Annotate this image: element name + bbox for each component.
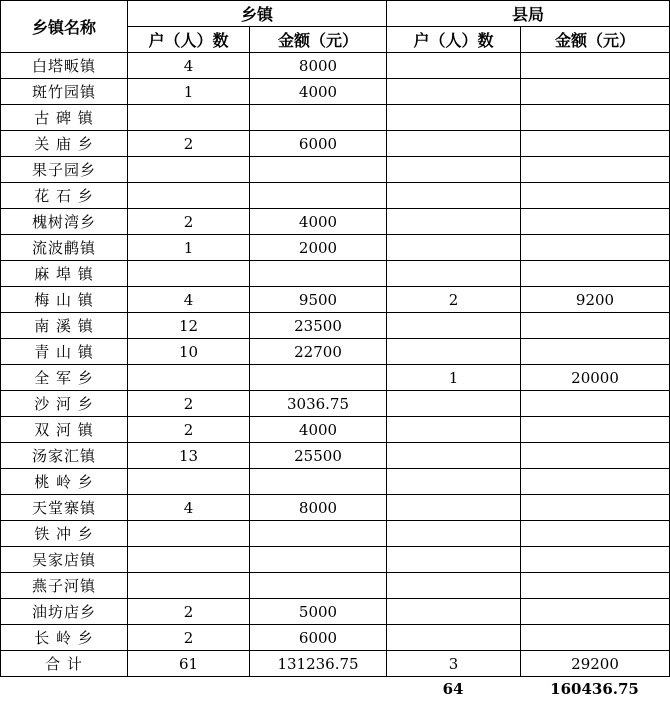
- town-households-cell: 2: [128, 209, 250, 235]
- table-row: [1, 547, 670, 573]
- town-households-cell: 4: [128, 53, 250, 79]
- header-town-households: 户（人）数: [128, 27, 250, 53]
- town-name-cell: 天堂寨镇: [1, 495, 128, 521]
- town-name-cell: 汤家汇镇: [1, 443, 128, 469]
- table-row: [1, 365, 670, 391]
- town-households-cell: [128, 521, 250, 547]
- town-name-cell: 桃 岭 乡: [1, 469, 128, 495]
- town-name-cell: 全 军 乡: [1, 365, 128, 391]
- county-amount-cell: [521, 183, 670, 209]
- town-amount-cell: [250, 469, 387, 495]
- town-households-cell: 2: [128, 131, 250, 157]
- town-amount-cell: 25500: [250, 443, 387, 469]
- town-households-cell: 1: [128, 79, 250, 105]
- county-amount-cell: [521, 79, 670, 105]
- table-row: [1, 131, 670, 157]
- county-amount-cell: [521, 469, 670, 495]
- town-amount-cell: [250, 261, 387, 287]
- town-amount-cell: 6000: [250, 131, 387, 157]
- town-households-cell: 4: [128, 287, 250, 313]
- town-amount-cell: 22700: [250, 339, 387, 365]
- town-name-cell: 合 计: [1, 651, 128, 677]
- town-households-cell: 2: [128, 599, 250, 625]
- county-households-cell: [387, 625, 521, 651]
- town-name-cell: 燕子河镇: [1, 573, 128, 599]
- county-amount-cell: [521, 131, 670, 157]
- county-amount-cell: [521, 573, 670, 599]
- grand-total-row: [0, 680, 670, 702]
- town-amount-cell: 5000: [250, 599, 387, 625]
- county-households-cell: [387, 313, 521, 339]
- county-amount-cell: [521, 157, 670, 183]
- county-amount-cell: [521, 209, 670, 235]
- town-amount-cell: 4000: [250, 417, 387, 443]
- county-households-cell: [387, 391, 521, 417]
- town-name-cell: 麻 埠 镇: [1, 261, 128, 287]
- county-amount-cell: [521, 105, 670, 131]
- table-row: [1, 573, 670, 599]
- town-amount-cell: 8000: [250, 495, 387, 521]
- town-households-cell: 61: [128, 651, 250, 677]
- county-amount-cell: [521, 547, 670, 573]
- county-amount-cell: [521, 443, 670, 469]
- county-amount-cell: [521, 391, 670, 417]
- town-amount-cell: [250, 105, 387, 131]
- county-households-cell: [387, 547, 521, 573]
- table-row: [1, 183, 670, 209]
- county-households-cell: [387, 417, 521, 443]
- header-county-households: 户（人）数: [387, 27, 521, 53]
- table-row: [1, 599, 670, 625]
- town-name-cell: 关 庙 乡: [1, 131, 128, 157]
- town-amount-cell: [250, 157, 387, 183]
- table-row: [1, 313, 670, 339]
- county-households-cell: 3: [387, 651, 521, 677]
- county-households-cell: [387, 209, 521, 235]
- county-amount-cell: 9200: [521, 287, 670, 313]
- town-households-cell: 1: [128, 235, 250, 261]
- town-amount-cell: 131236.75: [250, 651, 387, 677]
- county-households-cell: [387, 521, 521, 547]
- table-row: [1, 287, 670, 313]
- town-amount-cell: [250, 183, 387, 209]
- county-amount-cell: [521, 625, 670, 651]
- town-name-cell: 斑竹园镇: [1, 79, 128, 105]
- town-name-cell: 油坊店乡: [1, 599, 128, 625]
- town-name-cell: 沙 河 乡: [1, 391, 128, 417]
- county-households-cell: [387, 183, 521, 209]
- town-amount-cell: 23500: [250, 313, 387, 339]
- grand-total-households: 64: [442, 680, 464, 698]
- town-households-cell: 12: [128, 313, 250, 339]
- town-name-cell: 长 岭 乡: [1, 625, 128, 651]
- header-group-county: 县局: [387, 1, 670, 27]
- town-name-cell: 青 山 镇: [1, 339, 128, 365]
- town-amount-cell: [250, 573, 387, 599]
- town-amount-cell: [250, 547, 387, 573]
- county-amount-cell: [521, 521, 670, 547]
- town-name-cell: 白塔畈镇: [1, 53, 128, 79]
- town-households-cell: 13: [128, 443, 250, 469]
- table-row: [1, 443, 670, 469]
- town-amount-cell: [250, 365, 387, 391]
- town-name-cell: 流波𬷕镇: [1, 235, 128, 261]
- county-households-cell: [387, 105, 521, 131]
- table-row: [1, 209, 670, 235]
- town-households-cell: [128, 261, 250, 287]
- town-name-cell: 吴家店镇: [1, 547, 128, 573]
- grand-total-amount: 160436.75: [550, 680, 639, 698]
- town-households-cell: 2: [128, 391, 250, 417]
- table-row: [1, 495, 670, 521]
- town-households-cell: 2: [128, 417, 250, 443]
- town-households-cell: 10: [128, 339, 250, 365]
- town-households-cell: 4: [128, 495, 250, 521]
- table-row: [1, 157, 670, 183]
- table-row: [1, 79, 670, 105]
- town-name-cell: 铁 冲 乡: [1, 521, 128, 547]
- town-amount-cell: 2000: [250, 235, 387, 261]
- town-name-cell: 花 石 乡: [1, 183, 128, 209]
- town-households-cell: [128, 157, 250, 183]
- county-amount-cell: [521, 417, 670, 443]
- table-row: [1, 417, 670, 443]
- table-row: [1, 339, 670, 365]
- town-amount-cell: 3036.75: [250, 391, 387, 417]
- table-row: [1, 469, 670, 495]
- town-amount-cell: 4000: [250, 79, 387, 105]
- town-name-cell: 南 溪 镇: [1, 313, 128, 339]
- town-households-cell: [128, 365, 250, 391]
- town-name-cell: 古 碑 镇: [1, 105, 128, 131]
- county-households-cell: [387, 261, 521, 287]
- county-amount-cell: [521, 313, 670, 339]
- county-households-cell: [387, 599, 521, 625]
- county-households-cell: [387, 339, 521, 365]
- town-amount-cell: 8000: [250, 53, 387, 79]
- county-amount-cell: 20000: [521, 365, 670, 391]
- county-amount-cell: [521, 599, 670, 625]
- county-households-cell: 2: [387, 287, 521, 313]
- county-households-cell: [387, 157, 521, 183]
- header-town-name: 乡镇名称: [1, 1, 128, 53]
- town-households-cell: [128, 469, 250, 495]
- county-households-cell: [387, 235, 521, 261]
- table-row: [1, 53, 670, 79]
- county-amount-cell: 29200: [521, 651, 670, 677]
- town-households-cell: 2: [128, 625, 250, 651]
- town-amount-cell: [250, 521, 387, 547]
- town-amount-cell: 6000: [250, 625, 387, 651]
- county-amount-cell: [521, 261, 670, 287]
- county-households-cell: [387, 79, 521, 105]
- town-households-cell: [128, 573, 250, 599]
- table-row: [1, 235, 670, 261]
- table-row: [1, 105, 670, 131]
- county-households-cell: [387, 131, 521, 157]
- table-row: [1, 651, 670, 677]
- table-row: [1, 521, 670, 547]
- county-households-cell: [387, 53, 521, 79]
- county-amount-cell: [521, 53, 670, 79]
- town-name-cell: 果子园乡: [1, 157, 128, 183]
- county-households-cell: [387, 495, 521, 521]
- header-town-amount: 金额（元）: [250, 27, 387, 53]
- town-name-cell: 槐树湾乡: [1, 209, 128, 235]
- town-amount-cell: 9500: [250, 287, 387, 313]
- town-households-cell: [128, 105, 250, 131]
- town-amount-cell: 4000: [250, 209, 387, 235]
- table-row: [1, 391, 670, 417]
- town-name-cell: 梅 山 镇: [1, 287, 128, 313]
- county-households-cell: [387, 469, 521, 495]
- county-households-cell: 1: [387, 365, 521, 391]
- town-households-cell: [128, 183, 250, 209]
- header-group-town: 乡镇: [128, 1, 387, 27]
- town-households-cell: [128, 547, 250, 573]
- county-amount-cell: [521, 495, 670, 521]
- header-county-amount: 金额（元）: [521, 27, 670, 53]
- county-households-cell: [387, 443, 521, 469]
- county-households-cell: [387, 573, 521, 599]
- table-row: [1, 261, 670, 287]
- county-amount-cell: [521, 339, 670, 365]
- table-row: [1, 625, 670, 651]
- county-amount-cell: [521, 235, 670, 261]
- town-name-cell: 双 河 镇: [1, 417, 128, 443]
